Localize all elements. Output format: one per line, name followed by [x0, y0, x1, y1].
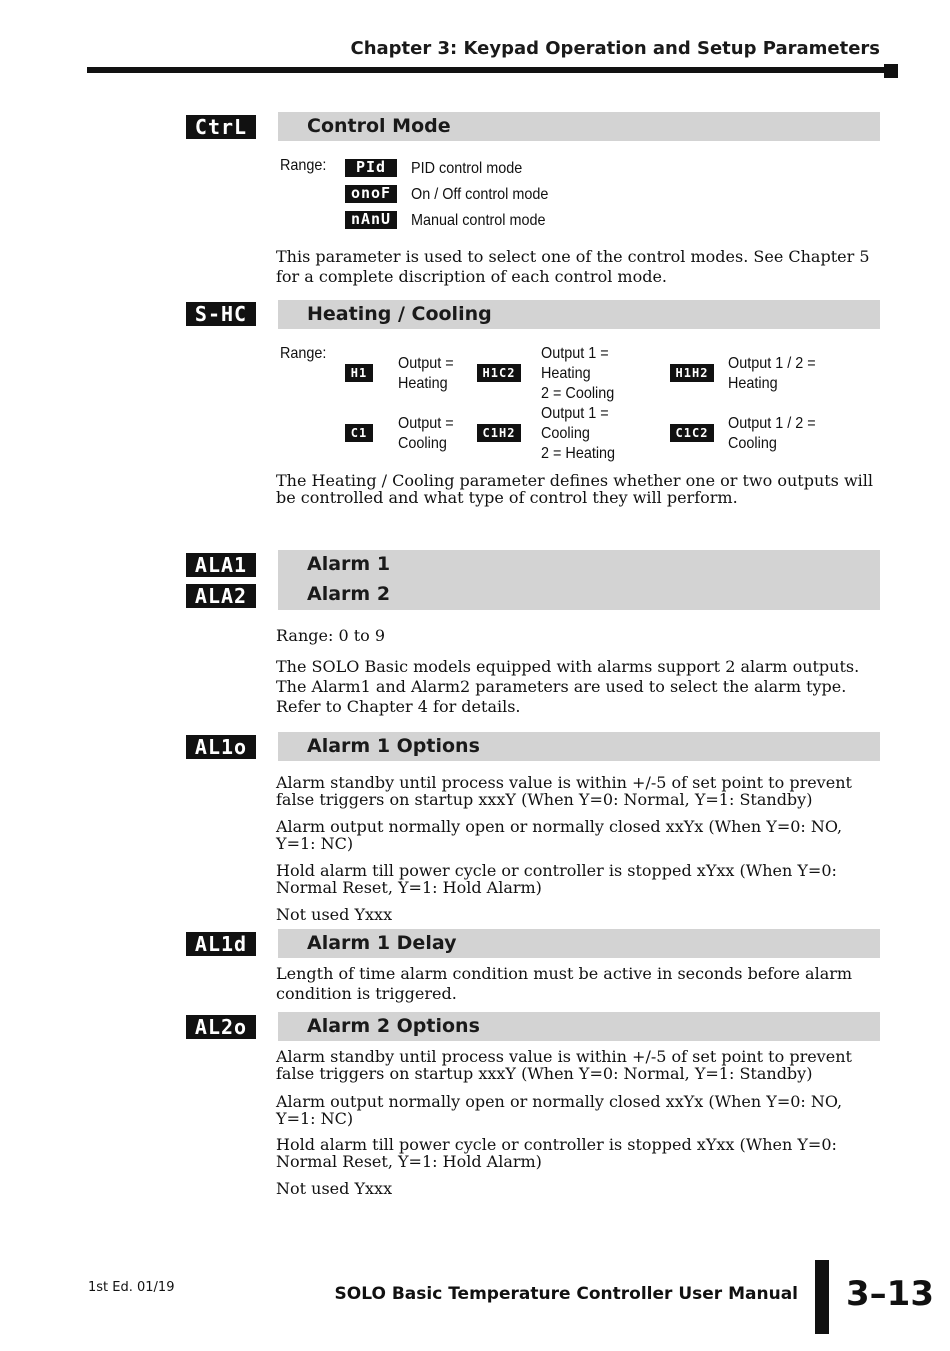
option-label: Manual control mode	[411, 212, 546, 229]
option-label: Output 1 = Heating 2 = Cooling	[541, 345, 615, 402]
option-description: Hold alarm till power cycle or controller is stopped xYxx (When Y=0: Normal Reset, Y=1: Hold Alarm)	[276, 861, 837, 897]
header-rule-end	[884, 64, 898, 78]
lcd-code-ala2: ALA2	[186, 584, 256, 608]
alarm1-delay-description: Length of time alarm condition must be active in seconds before alarm condition is triggered.	[276, 964, 853, 1003]
lcd-code-al1o: AL1o	[186, 735, 256, 759]
lcd-code-c1h2: C1H2	[477, 424, 521, 442]
alarm-range: Range: 0 to 9	[276, 626, 386, 645]
lcd-code-pid: PId	[345, 159, 397, 177]
page-number: 3–13	[846, 1274, 934, 1314]
option-description: Alarm standby until process value is within +/-5 of set point to prevent false triggers on startup xxxY (When Y=0: Normal, Y=1: Standby)	[276, 773, 852, 809]
range-label: Range:	[280, 157, 327, 174]
lcd-code-manu: nAnU	[345, 211, 397, 229]
manual-title: SOLO Basic Temperature Controller User Manual	[334, 1284, 798, 1304]
footer-bar	[815, 1260, 829, 1334]
alarms-description: The SOLO Basic models equipped with alarms support 2 alarm outputs. The Alarm1 and Alarm2 parameters are used to select the alarm type. Refer to Chapter 4 for details.	[276, 657, 860, 716]
section-header-alarms	[278, 550, 880, 610]
lcd-code-onof: onoF	[345, 185, 397, 203]
lcd-code-al1d: AL1d	[186, 932, 256, 956]
section-header-alarm2-options	[278, 1012, 880, 1041]
chapter-title: Chapter 3: Keypad Operation and Setup Parameters	[350, 38, 880, 59]
lcd-code-s-hc: S-HC	[186, 302, 256, 326]
option-description: Not used Yxxx	[276, 905, 393, 924]
control-mode-description: This parameter is used to select one of the control modes. See Chapter 5 for a complete discription of each control mode.	[276, 247, 870, 286]
option-description: Alarm output normally open or normally closed xxYx (When Y=0: NO, Y=1: NC)	[276, 1092, 843, 1128]
section-title: Heating / Cooling	[307, 303, 492, 325]
section-title: Control Mode	[307, 115, 451, 137]
option-label: Output = Heating	[398, 355, 454, 392]
option-description: Not used Yxxx	[276, 1179, 393, 1198]
section-header-alarm1-delay	[278, 929, 880, 958]
section-header-alarm1-options	[278, 732, 880, 761]
section-header-heating-cooling	[278, 300, 880, 329]
lcd-code-c1: C1	[345, 424, 373, 442]
lcd-code-al2o: AL2o	[186, 1015, 256, 1039]
lcd-code-ctrl: CtrL	[186, 115, 256, 139]
option-label: Output 1 / 2 = Heating	[728, 355, 816, 392]
option-description: Alarm standby until process value is within +/-5 of set point to prevent false triggers on startup xxxY (When Y=0: Normal, Y=1: Standby)	[276, 1047, 852, 1083]
option-label: On / Off control mode	[411, 186, 549, 203]
section-title: Alarm 2	[307, 583, 391, 605]
lcd-code-h1h2: H1H2	[670, 364, 714, 382]
option-description: Alarm output normally open or normally closed xxYx (When Y=0: NO, Y=1: NC)	[276, 817, 843, 853]
section-title: Alarm 1 Delay	[307, 932, 457, 954]
lcd-code-ala1: ALA1	[186, 553, 256, 577]
lcd-code-c1c2: C1C2	[670, 424, 714, 442]
option-label: PID control mode	[411, 160, 523, 177]
edition-label: 1st Ed. 01/19	[88, 1280, 175, 1295]
section-title: Alarm 1	[307, 553, 391, 575]
range-label: Range:	[280, 345, 327, 362]
option-label: Output = Cooling	[398, 415, 454, 452]
heating-cooling-description: The Heating / Cooling parameter defines whether one or two outputs will be controlled and what type of control they will perform.	[276, 471, 874, 507]
lcd-code-h1c2: H1C2	[477, 364, 521, 382]
section-header-control-mode	[278, 112, 880, 141]
header-rule	[87, 67, 884, 73]
section-title: Alarm 1 Options	[307, 735, 480, 757]
option-label: Output 1 / 2 = Cooling	[728, 415, 816, 452]
option-description: Hold alarm till power cycle or controller is stopped xYxx (When Y=0: Normal Reset, Y=1: Hold Alarm)	[276, 1135, 837, 1171]
lcd-code-h1: H1	[345, 364, 373, 382]
option-label: Output 1 = Cooling 2 = Heating	[541, 405, 616, 462]
section-title: Alarm 2 Options	[307, 1015, 480, 1037]
